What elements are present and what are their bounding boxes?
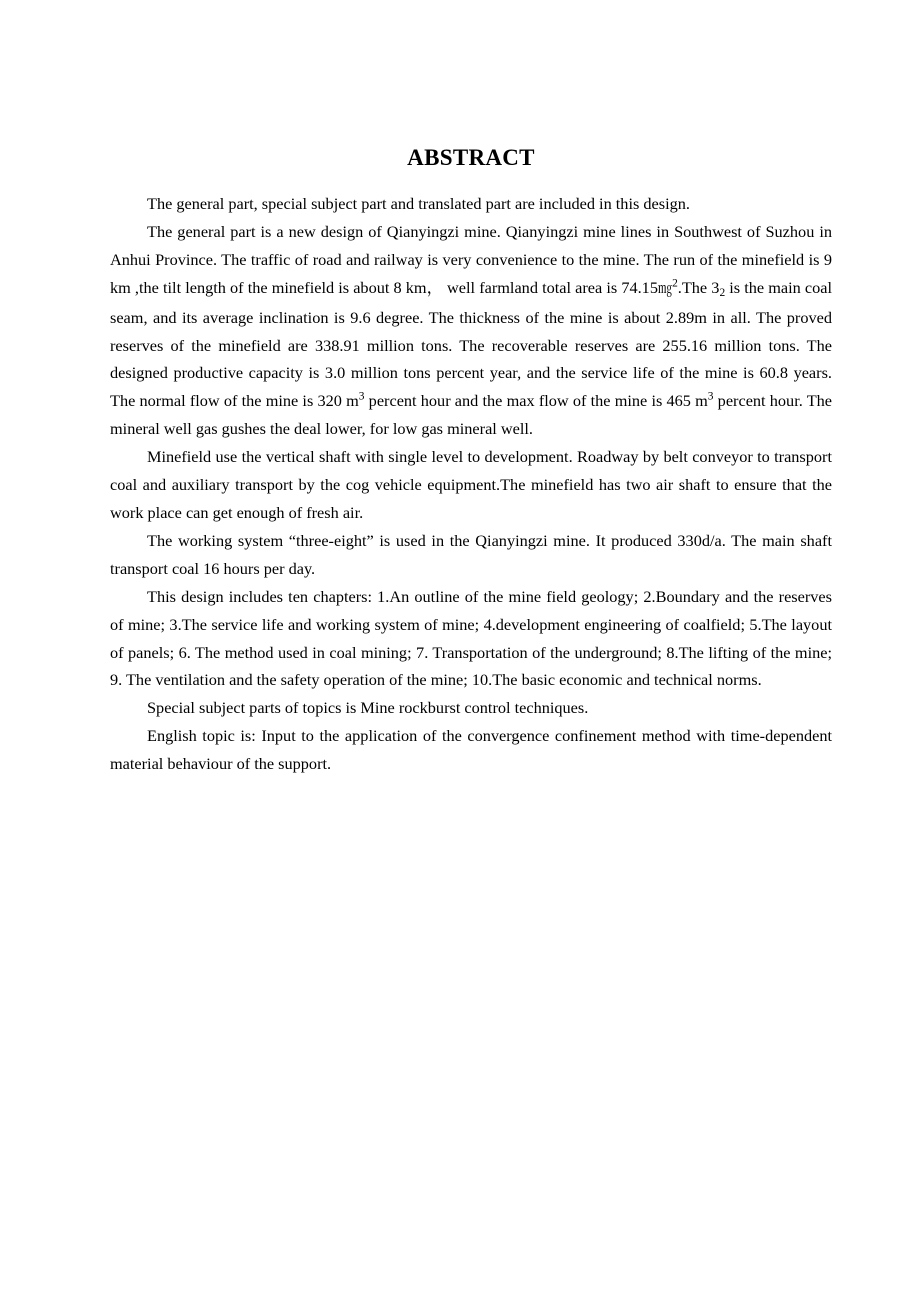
- paragraph-english-topic: English topic is: Input to the application of the convergence confinement method with time-dependent material behaviour of the support.: [110, 726, 832, 774]
- paragraph-scope: The general part, special subject part and translated part are included in this design.: [147, 194, 690, 213]
- paragraph-general-part: [110, 218, 832, 443]
- paragraph-chapters: This design includes ten chapters: 1.An outline of the mine field geology; 2.Boundary and the reserves of mine; 3.The service life and working system of mine; 4.development engineering of coalfield; 5.The layout of panels; 6. The method used in coal mining; 7. Transportation of the underground; 8.The lifting of the mine; 9. The ventilation and the safety operation of the mine; 10.The basic economic and technical norms.: [110, 586, 832, 690]
- normal-flow-superscript: 3: [358, 391, 365, 404]
- general-part-text-d: percent hour and the max flow of the mine is 465 m: [364, 391, 708, 411]
- max-flow-superscript: 3: [707, 391, 714, 404]
- general-part-text-c: is the main coal seam, and its average inclination is 9.6 degree. The thickness of the mine is about 2.89m in all. The proved reserves of the minefield are 338.91 million tons. The recoverable reserves are 255.16 million tons. The designed productive capacity is 3.0 million tons percent year, and the service life of the mine is 60.8 years. The normal flow of the mine is 320 m: [110, 277, 833, 411]
- general-part-text-e: percent hour. The mineral well gas gushes the deal lower, for low gas mineral well.: [110, 391, 833, 439]
- general-part-text-b: .The 3: [677, 277, 720, 297]
- document-page: [110, 140, 832, 778]
- abstract-title: ABSTRACT: [407, 145, 535, 170]
- seam-subscript: 2: [719, 286, 726, 299]
- paragraph-working-system: The working system “three-eight” is used in the Qianyingzi mine. It produced 330d/a. The main shaft transport coal 16 hours per day.: [110, 530, 832, 578]
- paragraph-development: Minefield use the vertical shaft with single level to development. Roadway by belt conveyor to transport coal and auxiliary transport by the cog vehicle equipment.The minefield has two air shaft to ensure that the work place can get enough of fresh air.: [110, 447, 832, 522]
- general-part-text-a: The general part is a new design of Qianyingzi mine. Qianyingzi mine lines in Southwest of Suzhou in Anhui Province. The traffic of road and railway is very convenience to the mine. The run of the minefield is 9 km ,the tilt length of the minefield is about 8 km， well farmland total area is 74.15: [110, 221, 832, 297]
- paragraph-special-subject: Special subject parts of topics is Mine rockburst control techniques.: [147, 698, 589, 718]
- area-superscript: 2: [672, 277, 678, 290]
- km-unit-symbol: ㎎: [657, 280, 673, 297]
